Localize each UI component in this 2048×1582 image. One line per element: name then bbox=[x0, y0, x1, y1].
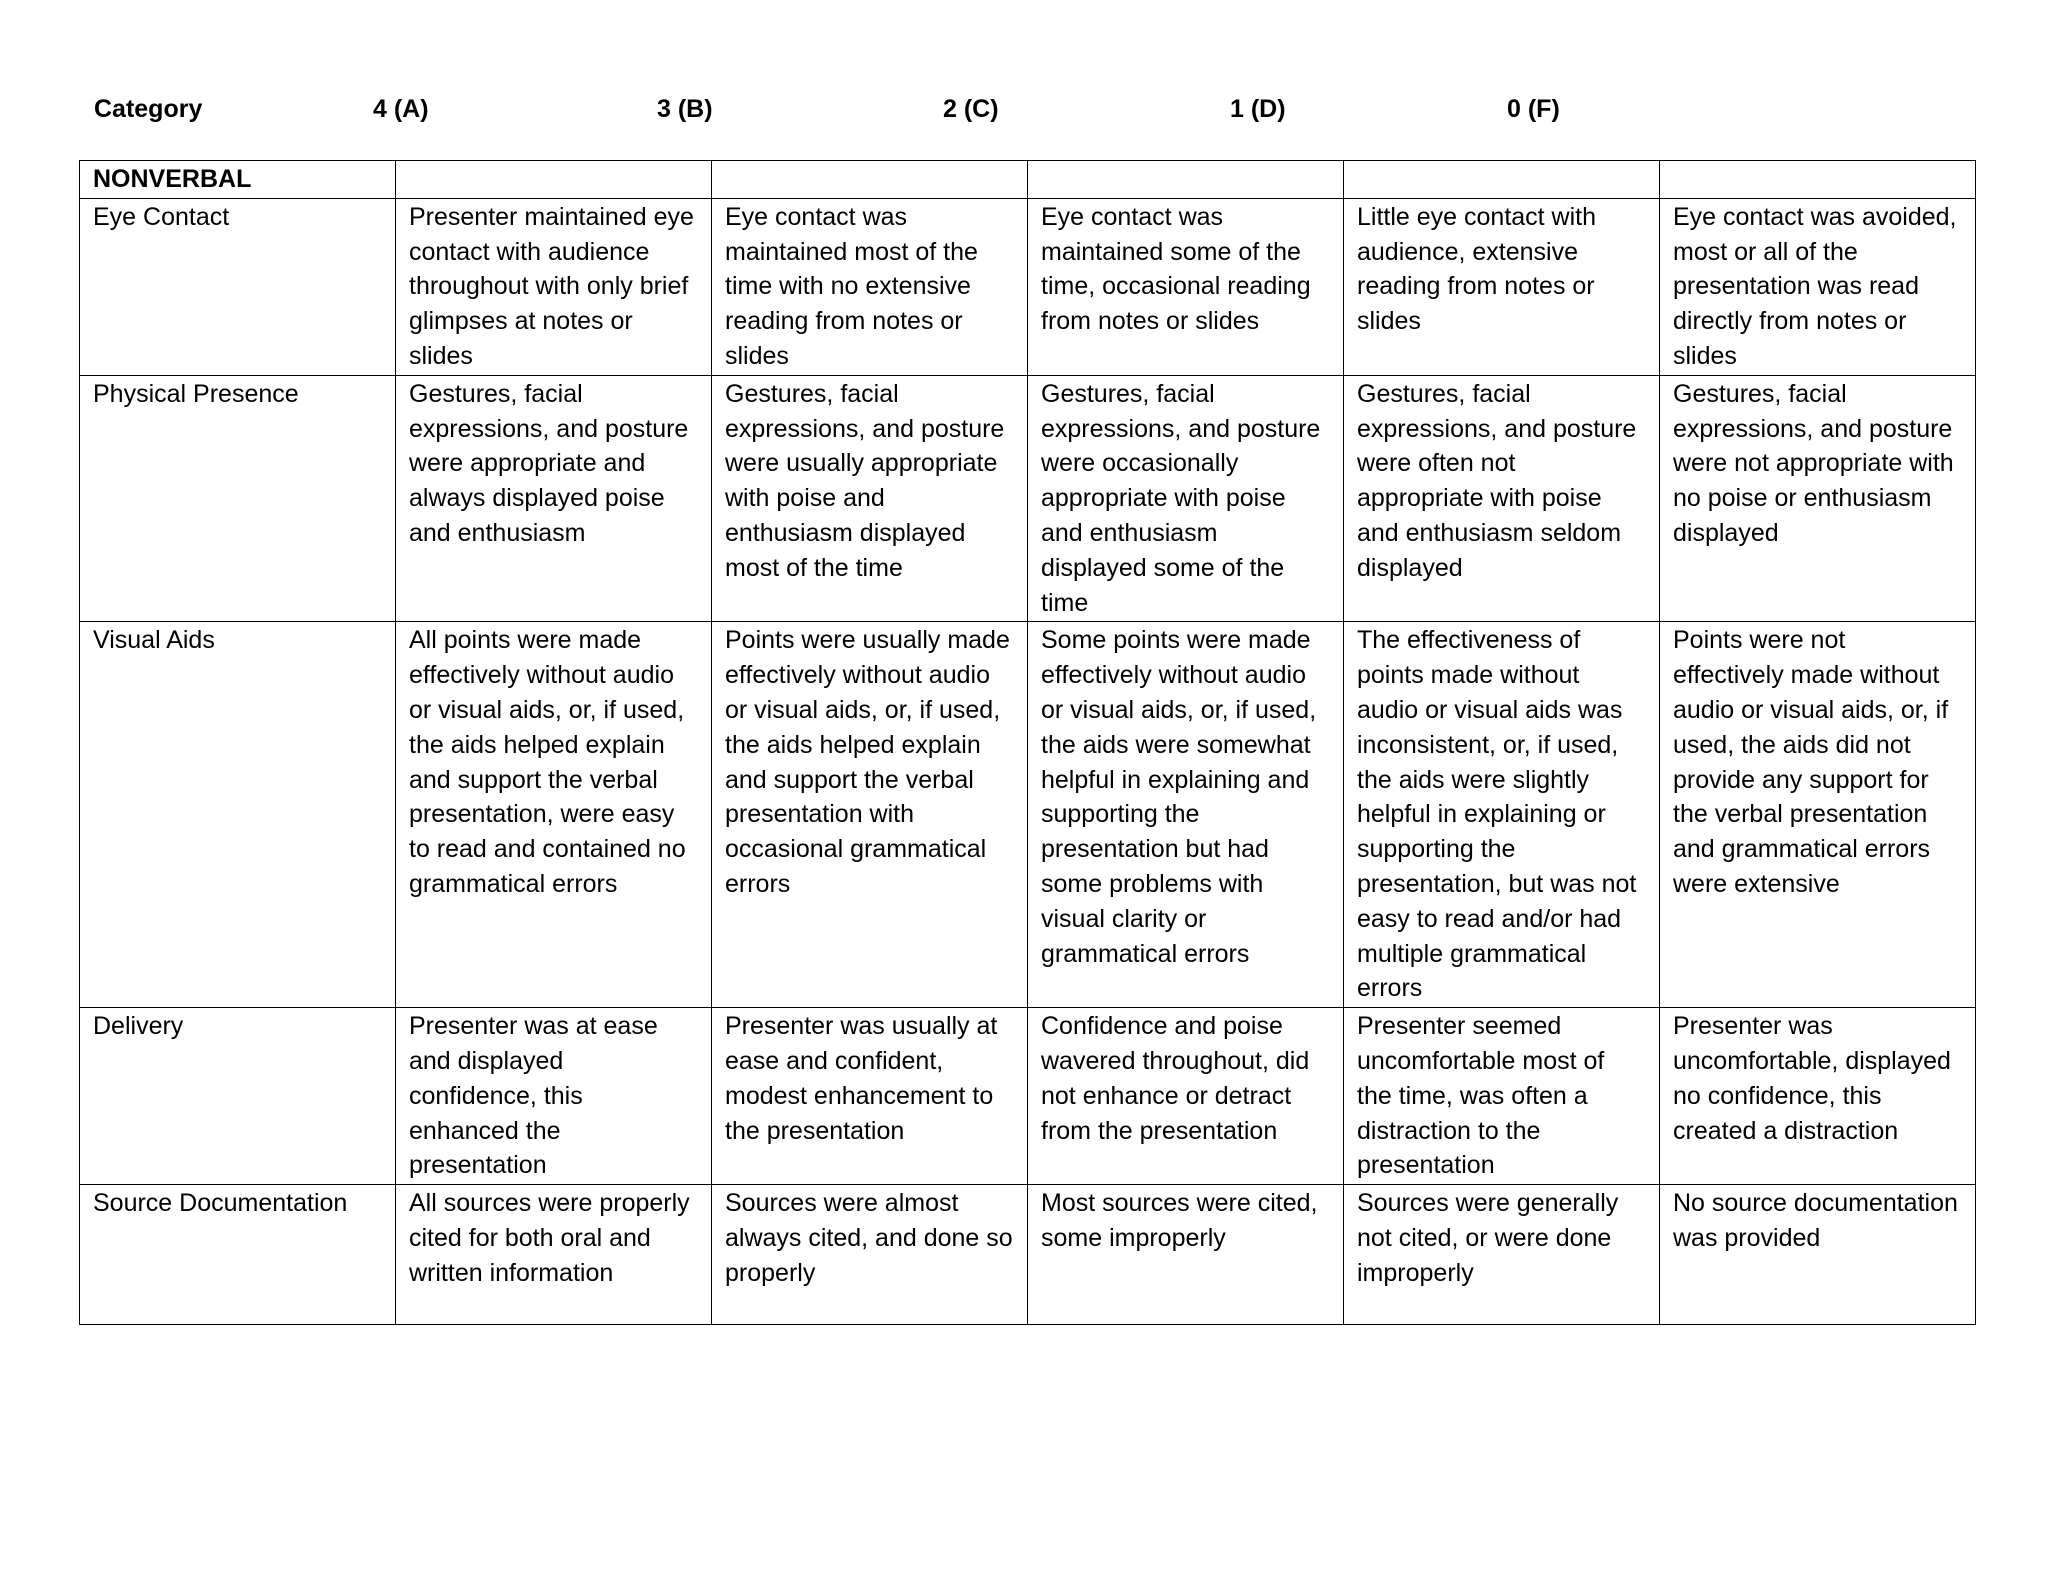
table-row bbox=[80, 1008, 1976, 1185]
empty-cell bbox=[712, 161, 1028, 199]
section-label: NONVERBAL bbox=[80, 161, 396, 199]
criterion-cell: Gestures, facial expressions, and posture were appropriate and always displayed poise and enthusiasm bbox=[396, 375, 712, 622]
criterion-cell: Presenter was uncomfortable, displayed no confidence, this created a distraction bbox=[1660, 1008, 1976, 1185]
criterion-cell: Some points were made effectively without audio or visual aids, or, if used, the aids were somewhat helpful in explaining and supporting the presentation but had some problems with visual clarity or grammatical errors bbox=[1028, 622, 1344, 1008]
header-category: Category bbox=[94, 95, 203, 123]
criterion-cell: No source documentation was provided bbox=[1660, 1185, 1976, 1325]
criterion-cell: Sources were generally not cited, or were done improperly bbox=[1344, 1185, 1660, 1325]
empty-cell bbox=[1660, 161, 1976, 199]
table-row bbox=[80, 198, 1976, 375]
criterion-cell: Eye contact was maintained most of the time with no extensive reading from notes or slides bbox=[712, 198, 1028, 375]
header-level-4: 4 (A) bbox=[373, 95, 429, 123]
criterion-cell: Eye contact was avoided, most or all of the presentation was read directly from notes or slides bbox=[1660, 198, 1976, 375]
criterion-cell: Sources were almost always cited, and done so properly bbox=[712, 1185, 1028, 1325]
criterion-cell: Eye contact was maintained some of the time, occasional reading from notes or slides bbox=[1028, 198, 1344, 375]
criterion-cell: Presenter was usually at ease and confident, modest enhancement to the presentation bbox=[712, 1008, 1028, 1185]
category-cell: Eye Contact bbox=[80, 198, 396, 375]
category-cell: Source Documentation bbox=[80, 1185, 396, 1325]
rubric-header-row bbox=[0, 95, 2048, 129]
header-level-3: 3 (B) bbox=[657, 95, 713, 123]
criterion-cell: Most sources were cited, some improperly bbox=[1028, 1185, 1344, 1325]
category-cell: Physical Presence bbox=[80, 375, 396, 622]
criterion-cell: All sources were properly cited for both oral and written information bbox=[396, 1185, 712, 1325]
criterion-cell: Presenter was at ease and displayed confidence, this enhanced the presentation bbox=[396, 1008, 712, 1185]
criterion-cell: Presenter maintained eye contact with audience throughout with only brief glimpses at notes or slides bbox=[396, 198, 712, 375]
criterion-cell: Gestures, facial expressions, and posture were occasionally appropriate with poise and enthusiasm displayed some of the time bbox=[1028, 375, 1344, 622]
rubric-table bbox=[79, 160, 1976, 1325]
criterion-cell: Presenter seemed uncomfortable most of the time, was often a distraction to the presentation bbox=[1344, 1008, 1660, 1185]
criterion-cell: Gestures, facial expressions, and posture were usually appropriate with poise and enthusiasm displayed most of the time bbox=[712, 375, 1028, 622]
category-cell: Delivery bbox=[80, 1008, 396, 1185]
criterion-cell: Confidence and poise wavered throughout, did not enhance or detract from the presentation bbox=[1028, 1008, 1344, 1185]
criterion-cell: The effectiveness of points made without audio or visual aids was inconsistent, or, if used, the aids were slightly helpful in explaining or supporting the presentation, but was not easy to read and/or had multiple grammatical errors bbox=[1344, 622, 1660, 1008]
criterion-cell: Little eye contact with audience, extensive reading from notes or slides bbox=[1344, 198, 1660, 375]
criterion-cell: Points were not effectively made without audio or visual aids, or, if used, the aids did not provide any support for the verbal presentation and grammatical errors were extensive bbox=[1660, 622, 1976, 1008]
criterion-cell: Points were usually made effectively without audio or visual aids, or, if used, the aids helped explain and support the verbal presentation with occasional grammatical errors bbox=[712, 622, 1028, 1008]
criterion-cell: Gestures, facial expressions, and posture were not appropriate with no poise or enthusiasm displayed bbox=[1660, 375, 1976, 622]
header-level-2: 2 (C) bbox=[943, 95, 999, 123]
criterion-cell: All points were made effectively without audio or visual aids, or, if used, the aids helped explain and support the verbal presentation, were easy to read and contained no grammatical errors bbox=[396, 622, 712, 1008]
category-cell: Visual Aids bbox=[80, 622, 396, 1008]
table-row bbox=[80, 622, 1976, 1008]
empty-cell bbox=[396, 161, 712, 199]
header-level-0: 0 (F) bbox=[1507, 95, 1560, 123]
empty-cell bbox=[1344, 161, 1660, 199]
header-level-1: 1 (D) bbox=[1230, 95, 1286, 123]
empty-cell bbox=[1028, 161, 1344, 199]
criterion-cell: Gestures, facial expressions, and posture were often not appropriate with poise and enthusiasm seldom displayed bbox=[1344, 375, 1660, 622]
table-row bbox=[80, 1185, 1976, 1325]
table-row bbox=[80, 375, 1976, 622]
section-row bbox=[80, 161, 1976, 199]
